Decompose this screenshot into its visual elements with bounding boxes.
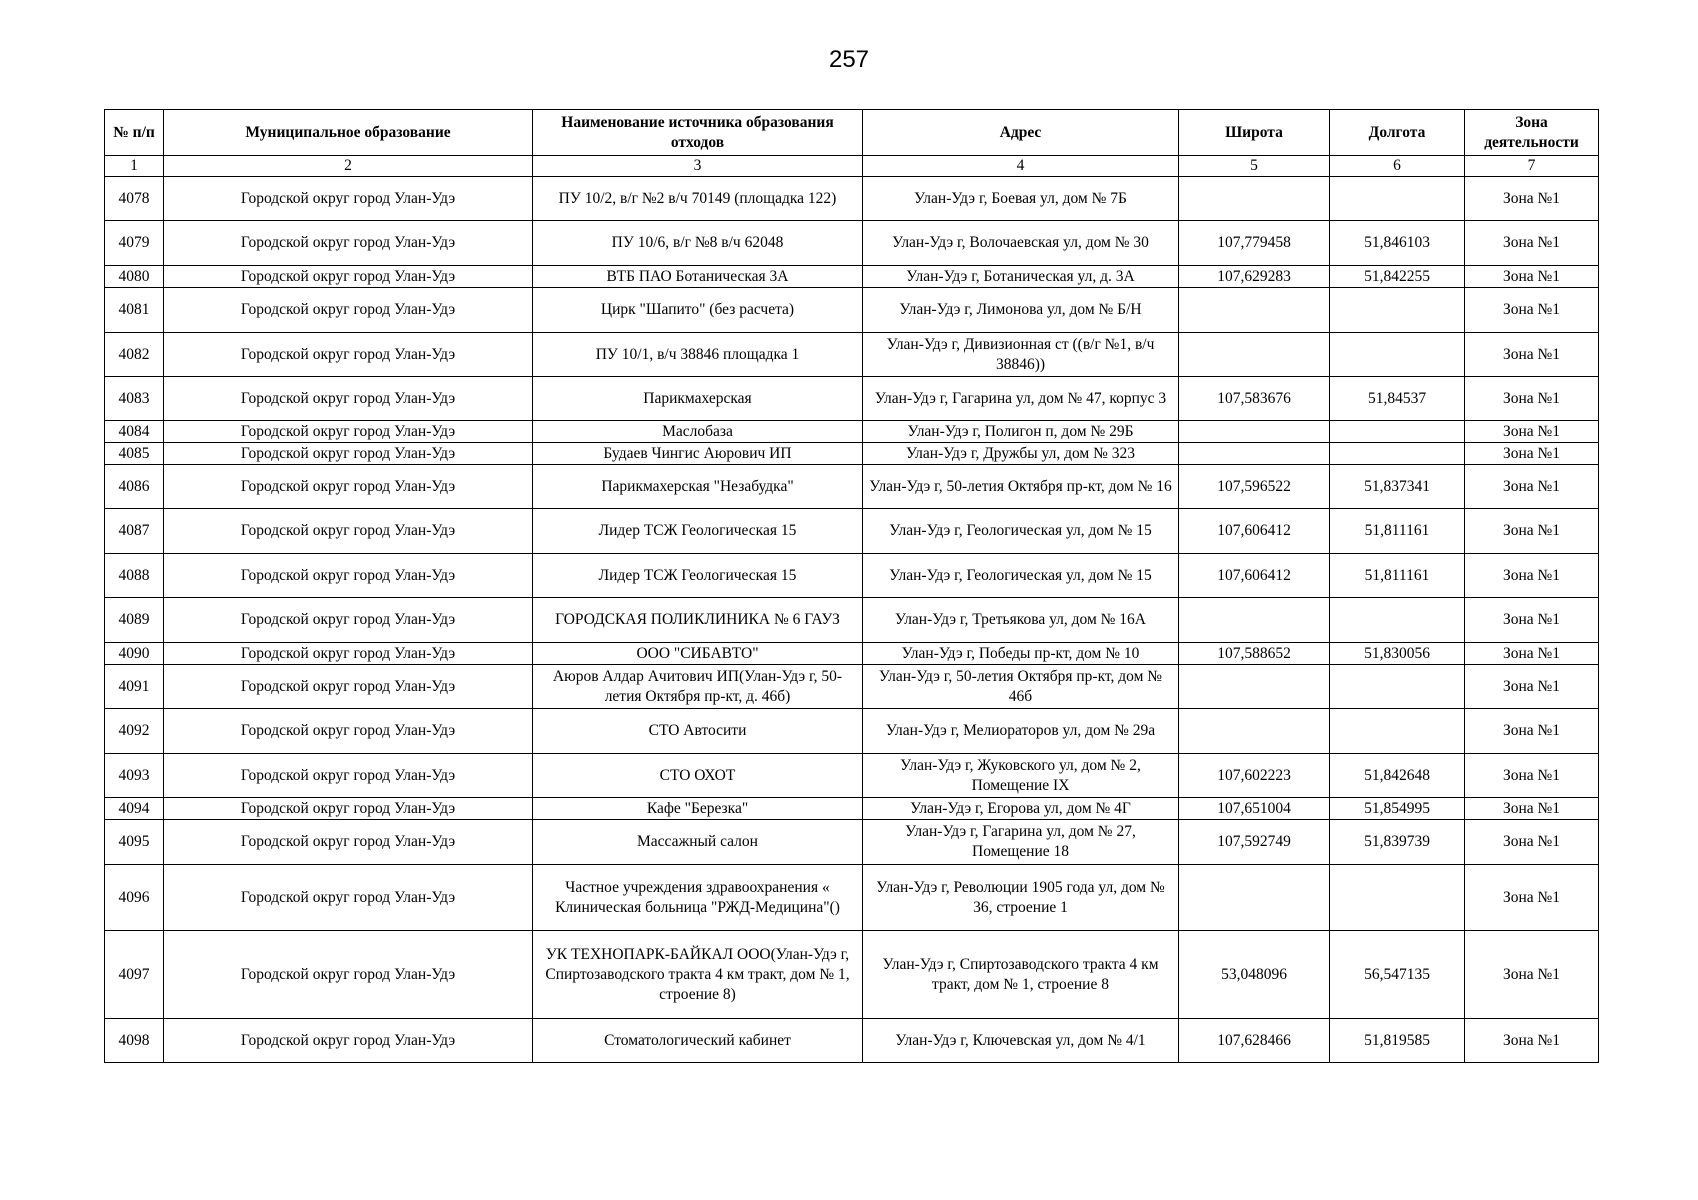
row-zone: Зона №1 (1465, 865, 1599, 931)
row-municipality: Городской округ город Улан-Удэ (164, 554, 533, 598)
row-zone: Зона №1 (1465, 554, 1599, 598)
column-number: 5 (1179, 156, 1330, 177)
column-number: 2 (164, 156, 533, 177)
row-latitude (1179, 333, 1330, 377)
row-number: 4082 (105, 333, 164, 377)
header-address: Адрес (863, 110, 1179, 156)
row-address: Улан-Удэ г, Революции 1905 года ул, дом № 36, строение 1 (863, 865, 1179, 931)
row-address: Улан-Удэ г, Жуковского ул, дом № 2, Помещение IX (863, 754, 1179, 798)
row-latitude: 107,592749 (1179, 820, 1330, 865)
row-zone: Зона №1 (1465, 643, 1599, 665)
row-latitude: 107,629283 (1179, 266, 1330, 288)
row-municipality: Городской округ город Улан-Удэ (164, 709, 533, 754)
table-row (105, 266, 1599, 288)
row-longitude (1330, 288, 1465, 333)
row-source-name: Парикмахерская "Незабудка" (533, 465, 863, 509)
row-zone: Зона №1 (1465, 754, 1599, 798)
row-latitude: 107,606412 (1179, 554, 1330, 598)
row-number: 4097 (105, 931, 164, 1019)
row-municipality: Городской округ город Улан-Удэ (164, 865, 533, 931)
row-latitude: 107,588652 (1179, 643, 1330, 665)
row-latitude (1179, 598, 1330, 643)
row-municipality: Городской округ город Улан-Удэ (164, 598, 533, 643)
row-latitude: 107,583676 (1179, 377, 1330, 421)
row-number: 4081 (105, 288, 164, 333)
column-number: 7 (1465, 156, 1599, 177)
row-number: 4083 (105, 377, 164, 421)
row-source-name: ГОРОДСКАЯ ПОЛИКЛИНИКА № 6 ГАУЗ (533, 598, 863, 643)
row-longitude: 51,842255 (1330, 266, 1465, 288)
row-latitude: 107,602223 (1179, 754, 1330, 798)
row-longitude (1330, 665, 1465, 709)
row-latitude: 107,606412 (1179, 509, 1330, 554)
row-municipality: Городской округ город Улан-Удэ (164, 288, 533, 333)
row-number: 4078 (105, 177, 164, 221)
table-body (105, 177, 1599, 1063)
table-row (105, 798, 1599, 820)
row-zone: Зона №1 (1465, 665, 1599, 709)
row-source-name: Цирк "Шапито" (без расчета) (533, 288, 863, 333)
row-zone: Зона №1 (1465, 443, 1599, 465)
row-address: Улан-Удэ г, 50-летия Октября пр-кт, дом № 46б (863, 665, 1179, 709)
row-municipality: Городской округ город Улан-Удэ (164, 377, 533, 421)
row-source-name: Лидер ТСЖ Геологическая 15 (533, 509, 863, 554)
row-address: Улан-Удэ г, Дружбы ул, дом № 323 (863, 443, 1179, 465)
row-address: Улан-Удэ г, 50-летия Октября пр-кт, дом № 16 (863, 465, 1179, 509)
row-source-name: Кафе "Березка" (533, 798, 863, 820)
row-number: 4084 (105, 421, 164, 443)
row-zone: Зона №1 (1465, 465, 1599, 509)
row-source-name: ООО "СИБАВТО" (533, 643, 863, 665)
row-municipality: Городской округ город Улан-Удэ (164, 333, 533, 377)
row-address: Улан-Удэ г, Боевая ул, дом № 7Б (863, 177, 1179, 221)
row-municipality: Городской округ город Улан-Удэ (164, 820, 533, 865)
row-source-name: ПУ 10/2, в/г №2 в/ч 70149 (площадка 122) (533, 177, 863, 221)
table-row (105, 177, 1599, 221)
row-zone: Зона №1 (1465, 288, 1599, 333)
row-longitude: 51,819585 (1330, 1019, 1465, 1063)
row-latitude (1179, 421, 1330, 443)
header-latitude: Широта (1179, 110, 1330, 156)
row-number: 4080 (105, 266, 164, 288)
row-latitude (1179, 443, 1330, 465)
row-latitude (1179, 709, 1330, 754)
row-longitude (1330, 421, 1465, 443)
row-longitude: 51,811161 (1330, 509, 1465, 554)
table-row (105, 443, 1599, 465)
header-num: № п/п (105, 110, 164, 156)
page-number: 257 (828, 46, 870, 73)
table-row (105, 643, 1599, 665)
column-number: 6 (1330, 156, 1465, 177)
row-latitude: 107,779458 (1179, 221, 1330, 266)
row-address: Улан-Удэ г, Дивизионная ст ((в/г №1, в/ч 38846)) (863, 333, 1179, 377)
row-number: 4098 (105, 1019, 164, 1063)
row-address: Улан-Удэ г, Геологическая ул, дом № 15 (863, 554, 1179, 598)
row-source-name: Будаев Чингис Аюрович ИП (533, 443, 863, 465)
row-zone: Зона №1 (1465, 798, 1599, 820)
row-number: 4095 (105, 820, 164, 865)
row-longitude (1330, 709, 1465, 754)
row-longitude: 51,837341 (1330, 465, 1465, 509)
row-longitude: 51,839739 (1330, 820, 1465, 865)
table-row (105, 288, 1599, 333)
row-address: Улан-Удэ г, Лимонова ул, дом № Б/Н (863, 288, 1179, 333)
row-source-name: Аюров Алдар Ачитович ИП(Улан-Удэ г, 50-летия Октября пр-кт, д. 46б) (533, 665, 863, 709)
row-number: 4093 (105, 754, 164, 798)
row-longitude: 51,84537 (1330, 377, 1465, 421)
row-longitude (1330, 443, 1465, 465)
table-row (105, 333, 1599, 377)
row-address: Улан-Удэ г, Полигон п, дом № 29Б (863, 421, 1179, 443)
row-address: Улан-Удэ г, Гагарина ул, дом № 47, корпус 3 (863, 377, 1179, 421)
row-zone: Зона №1 (1465, 931, 1599, 1019)
row-address: Улан-Удэ г, Геологическая ул, дом № 15 (863, 509, 1179, 554)
row-zone: Зона №1 (1465, 598, 1599, 643)
row-source-name: СТО Автосити (533, 709, 863, 754)
row-number: 4079 (105, 221, 164, 266)
row-latitude (1179, 865, 1330, 931)
table-row (105, 554, 1599, 598)
row-address: Улан-Удэ г, Третьякова ул, дом № 16А (863, 598, 1179, 643)
row-latitude: 53,048096 (1179, 931, 1330, 1019)
row-longitude: 56,547135 (1330, 931, 1465, 1019)
table-row (105, 865, 1599, 931)
row-municipality: Городской округ город Улан-Удэ (164, 266, 533, 288)
row-municipality: Городской округ город Улан-Удэ (164, 754, 533, 798)
header-municipality: Муниципальное образование (164, 110, 533, 156)
row-longitude: 51,842648 (1330, 754, 1465, 798)
row-longitude (1330, 177, 1465, 221)
row-municipality: Городской округ город Улан-Удэ (164, 798, 533, 820)
row-source-name: УК ТЕХНОПАРК-БАЙКАЛ ООО(Улан-Удэ г, Спиртозаводского тракта 4 км тракт, дом № 1, строение 8) (533, 931, 863, 1019)
row-zone: Зона №1 (1465, 820, 1599, 865)
table-row (105, 754, 1599, 798)
table-header-row (105, 110, 1599, 156)
table-row (105, 820, 1599, 865)
row-latitude (1179, 665, 1330, 709)
row-address: Улан-Удэ г, Ключевская ул, дом № 4/1 (863, 1019, 1179, 1063)
row-address: Улан-Удэ г, Гагарина ул, дом № 27, Помещение 18 (863, 820, 1179, 865)
row-municipality: Городской округ город Улан-Удэ (164, 665, 533, 709)
row-municipality: Городской округ город Улан-Удэ (164, 643, 533, 665)
row-number: 4086 (105, 465, 164, 509)
row-address: Улан-Удэ г, Мелиораторов ул, дом № 29а (863, 709, 1179, 754)
row-longitude: 51,811161 (1330, 554, 1465, 598)
row-zone: Зона №1 (1465, 333, 1599, 377)
row-zone: Зона №1 (1465, 377, 1599, 421)
row-municipality: Городской округ город Улан-Удэ (164, 509, 533, 554)
header-zone: Зона деятельности (1465, 110, 1599, 156)
row-zone: Зона №1 (1465, 509, 1599, 554)
row-zone: Зона №1 (1465, 1019, 1599, 1063)
row-zone: Зона №1 (1465, 266, 1599, 288)
row-address: Улан-Удэ г, Волочаевская ул, дом № 30 (863, 221, 1179, 266)
row-longitude (1330, 865, 1465, 931)
row-zone: Зона №1 (1465, 221, 1599, 266)
header-longitude: Долгота (1330, 110, 1465, 156)
row-municipality: Городской округ город Улан-Удэ (164, 421, 533, 443)
table-row (105, 421, 1599, 443)
row-source-name: Маслобаза (533, 421, 863, 443)
row-latitude (1179, 288, 1330, 333)
table-row (105, 509, 1599, 554)
column-number: 1 (105, 156, 164, 177)
row-longitude: 51,830056 (1330, 643, 1465, 665)
row-zone: Зона №1 (1465, 709, 1599, 754)
row-number: 4085 (105, 443, 164, 465)
table-row (105, 709, 1599, 754)
row-municipality: Городской округ город Улан-Удэ (164, 1019, 533, 1063)
row-address: Улан-Удэ г, Победы пр-кт, дом № 10 (863, 643, 1179, 665)
row-number: 4091 (105, 665, 164, 709)
table-row (105, 1019, 1599, 1063)
row-address: Улан-Удэ г, Ботаническая ул, д. 3А (863, 266, 1179, 288)
table-row (105, 598, 1599, 643)
table-row (105, 221, 1599, 266)
column-number: 3 (533, 156, 863, 177)
row-number: 4090 (105, 643, 164, 665)
table-row (105, 377, 1599, 421)
row-address: Улан-Удэ г, Спиртозаводского тракта 4 км тракт, дом № 1, строение 8 (863, 931, 1179, 1019)
row-number: 4087 (105, 509, 164, 554)
table-row (105, 931, 1599, 1019)
row-number: 4088 (105, 554, 164, 598)
row-source-name: Парикмахерская (533, 377, 863, 421)
row-source-name: Частное учреждения здравоохранения « Клиническая больница "РЖД-Медицина"() (533, 865, 863, 931)
waste-sources-table (104, 109, 1599, 1063)
row-latitude: 107,596522 (1179, 465, 1330, 509)
row-longitude (1330, 598, 1465, 643)
table-row (105, 465, 1599, 509)
row-zone: Зона №1 (1465, 177, 1599, 221)
row-municipality: Городской округ город Улан-Удэ (164, 443, 533, 465)
column-number: 4 (863, 156, 1179, 177)
header-source: Наименование источника образования отходов (533, 110, 863, 156)
row-source-name: Массажный салон (533, 820, 863, 865)
row-longitude: 51,854995 (1330, 798, 1465, 820)
row-longitude (1330, 333, 1465, 377)
row-source-name: СТО ОХОТ (533, 754, 863, 798)
row-source-name: ВТБ ПАО Ботаническая 3А (533, 266, 863, 288)
row-source-name: ПУ 10/1, в/ч 38846 площадка 1 (533, 333, 863, 377)
row-zone: Зона №1 (1465, 421, 1599, 443)
row-source-name: Лидер ТСЖ Геологическая 15 (533, 554, 863, 598)
row-address: Улан-Удэ г, Егорова ул, дом № 4Г (863, 798, 1179, 820)
table-row (105, 665, 1599, 709)
row-longitude: 51,846103 (1330, 221, 1465, 266)
row-latitude: 107,628466 (1179, 1019, 1330, 1063)
row-number: 4096 (105, 865, 164, 931)
row-municipality: Городской округ город Улан-Удэ (164, 465, 533, 509)
row-number: 4094 (105, 798, 164, 820)
row-number: 4089 (105, 598, 164, 643)
row-municipality: Городской округ город Улан-Удэ (164, 221, 533, 266)
row-source-name: Стоматологический кабинет (533, 1019, 863, 1063)
row-municipality: Городской округ город Улан-Удэ (164, 931, 533, 1019)
row-source-name: ПУ 10/6, в/г №8 в/ч 62048 (533, 221, 863, 266)
column-number-row (105, 156, 1599, 177)
row-municipality: Городской округ город Улан-Удэ (164, 177, 533, 221)
row-number: 4092 (105, 709, 164, 754)
row-latitude: 107,651004 (1179, 798, 1330, 820)
row-latitude (1179, 177, 1330, 221)
